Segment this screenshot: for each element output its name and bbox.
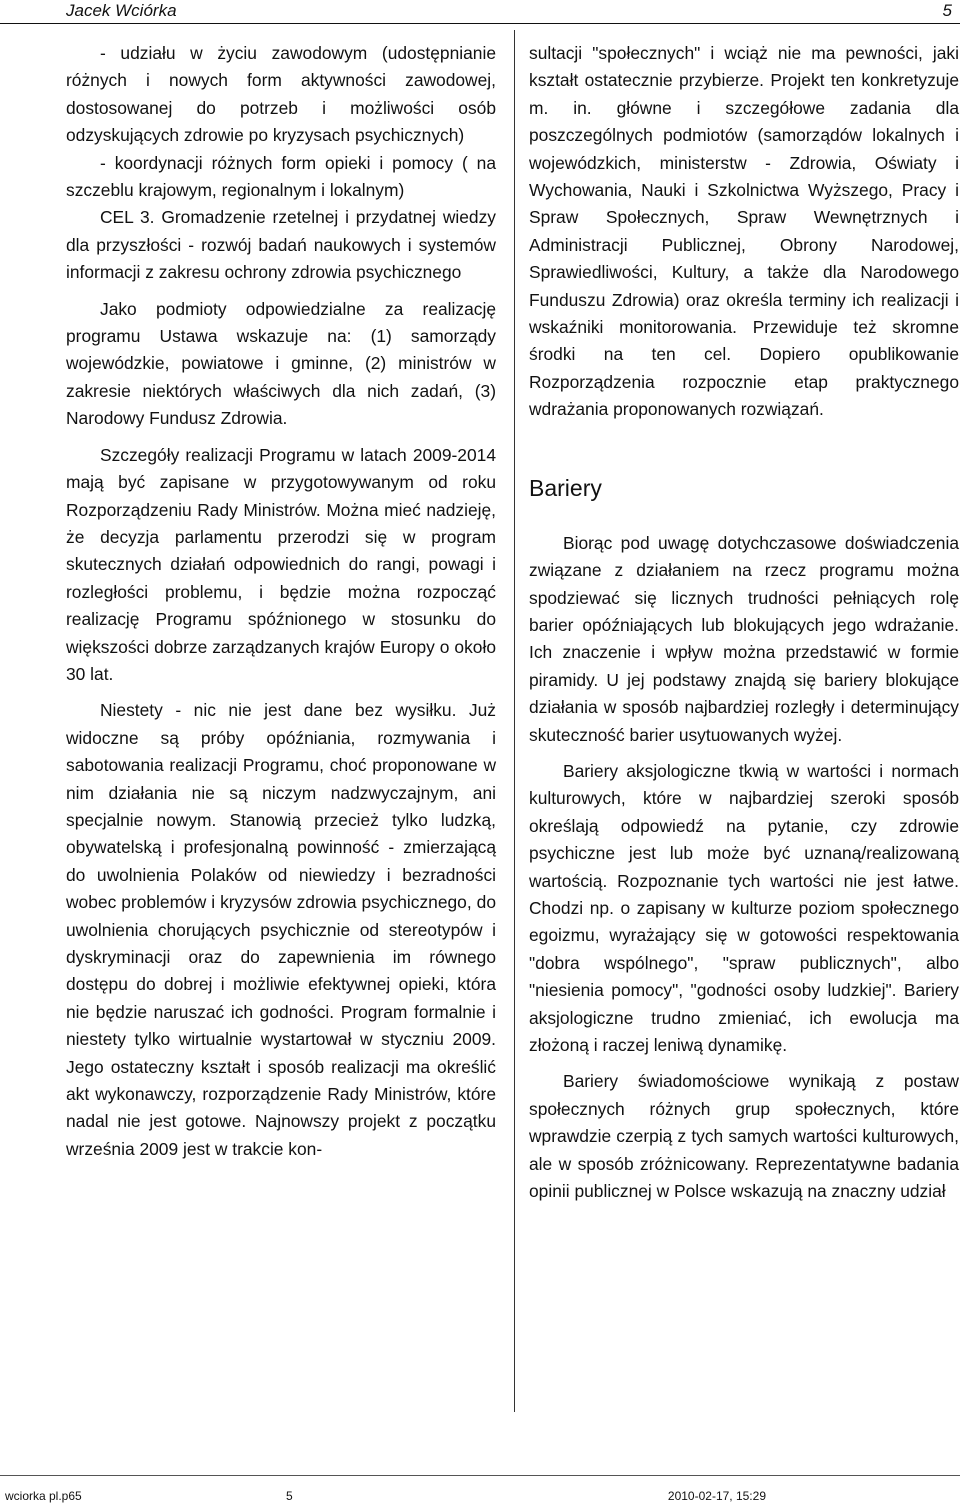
body-paragraph: CEL 3. Gromadzenie rzetelnej i przydatnej wiedzy dla przyszłości - rozwój badań naukowych i systemów informacji z zakresu ochrony zdrowia psychicznego <box>66 207 496 283</box>
body-paragraph: Niestety - nic nie jest dane bez wysiłku. Już widoczne są próby opóźniania, rozmywania i sabotowania realizacji Programu, choć proponowane w nim działania nie są niczym nadzwyczajnym, ani specjalnie nowym. Stanowią przecież tylko ludzką, obywatelską i profesjonalną powinność - zmierzającą do uwolnienia Polaków od niewiedzy i bezradności wobec problemów i kryzysów zdrowia psychicznego, do uwolnienia chorujących psychicznie od stereotypów i dyskryminacji oraz do zapewnienia im równego dostępu do dobrej i możliwie efektywnej opieki, która nie będzie naruszać ich godności. Program formalnie i niestety tylko wirtualnie wystartował w styczniu 2009. Jego ostateczny kształt i sposób realizacji ma określić akt wykonawczy, rozporządzenie Rady Ministrów, które nadal nie jest gotowe. Najnowszy projekt z początku września 2009 jest w trakcie kon- <box>66 700 496 1159</box>
left-column <box>66 40 496 1163</box>
section-heading: Bariery <box>529 474 602 501</box>
footer-rule <box>0 1475 960 1476</box>
header-rule <box>0 23 960 24</box>
footer-page-number: 5 <box>286 1489 293 1503</box>
running-head-page-number: 5 <box>942 1 952 20</box>
running-head-author: Jacek Wciórka <box>66 1 177 20</box>
body-paragraph: Szczegóły realizacji Programu w latach 2009-2014 mają być zapisane w przygotowywanym od roku Rozporządzeniu Rady Ministrów. Można mieć nadzieję, że decyzja parlamentu przerodzi się w program skutecznych działań odpowiednich do rangi, powagi i rozległości problemu, i będzie można rozpocząć realizację Programu spóźnionego w stosunku do większości dobrze zarządzanych krajów Europy o około 30 lat. <box>66 444 496 684</box>
body-paragraph: Jako podmioty odpowiedzialne za realizację programu Ustawa wskazuje na: (1) samorządy wojewódzkie, powiatowe i gminne, (2) ministrów w zakresie niektórych właściwych dla nich zadań, (3) Narodowy Fundusz Zdrowia. <box>66 298 496 429</box>
body-paragraph: Bariery aksjologiczne tkwią w wartości i normach kulturowych, które w najbardziej szeroki sposób określają odpowiedź na pytanie, czy zdrowie psychiczne jest lub może być uznaną/realizowaną wartością. Rozpoznanie tych wartości nie jest łatwe. Chodzi np. o zapisany w kulturze poziom społecznego egoizmu, wyrażający się w gotowości respektowania "dobra wspólnego", "spraw publicznych", albo "niesienia pomocy", "godności osoby ludzkiej". Bariery aksjologiczne trudno zmieniać, ich ewolucja ma złożoną i raczej leniwą dynamikę. <box>529 760 959 1055</box>
footer-timestamp: 2010-02-17, 15:29 <box>667 1489 766 1503</box>
body-paragraph: Bariery świadomościowe wynikają z postaw społecznych różnych grup społecznych, które wprawdzie czerpią z tych samych wartości kulturowych, ale w sposób zróżnicowany. Reprezentatywne badania opinii publicznej w Polsce wskazują na znaczny udział <box>529 1071 959 1202</box>
right-column <box>529 40 959 1205</box>
body-paragraph: sultacji "społecznych" i wciąż nie ma pewności, jaki kształt ostatecznie przybierze. Projekt ten konkretyzuje m. in. główne i szczegółowe zadania dla poszczególnych podmiotów (samorządów lokalnych i wojewódzkich, ministerstw - Zdrowia, Oświaty i Wychowania, Nauki i Szkolnictwa Wyższego, Pracy i Spraw Społecznych, Spraw Wewnętrznych i Administracji Publicznej, Obrony Narodowej, Sprawiedliwości, Kultury, a także dla Narodowego Funduszu Zdrowia) oraz określa terminy ich realizacji i wskaźniki monitorowania. Przewiduje też skromne środki na ten cel. Dopiero opublikowanie Rozporządzenia rozpocznie etap praktycznego wdrażania proponowanych rozwiązań. <box>529 43 959 420</box>
print-footer <box>0 1475 960 1511</box>
footer-file-name: wciorka pl.p65 <box>5 1489 82 1503</box>
page-header <box>0 0 960 22</box>
body-paragraph: - koordynacji różnych form opieki i pomocy ( na szczeblu krajowym, regionalnym i lokalnym) <box>66 152 496 201</box>
column-divider <box>514 30 515 1412</box>
body-paragraph: - udziału w życiu zawodowym (udostępnianie różnych i nowych form aktywności zawodowej, dostosowanej do potrzeb i możliwości osób odzyskujących zdrowie po kryzysach psychicznych) <box>66 43 496 146</box>
body-paragraph: Biorąc pod uwagę dotychczasowe doświadczenia związane z działaniem na rzecz programu można spodziewać się licznych trudności pełniących rolę barier opóźniających lub blokujących jego wdrażanie. Ich znaczenie i wpływ można przedstawić w formie piramidy. U jej podstawy znajdą się bariery blokujące działania w sposób najbardziej rozległy i determinujący skuteczność barier usytuowanych wyżej. <box>529 532 959 745</box>
